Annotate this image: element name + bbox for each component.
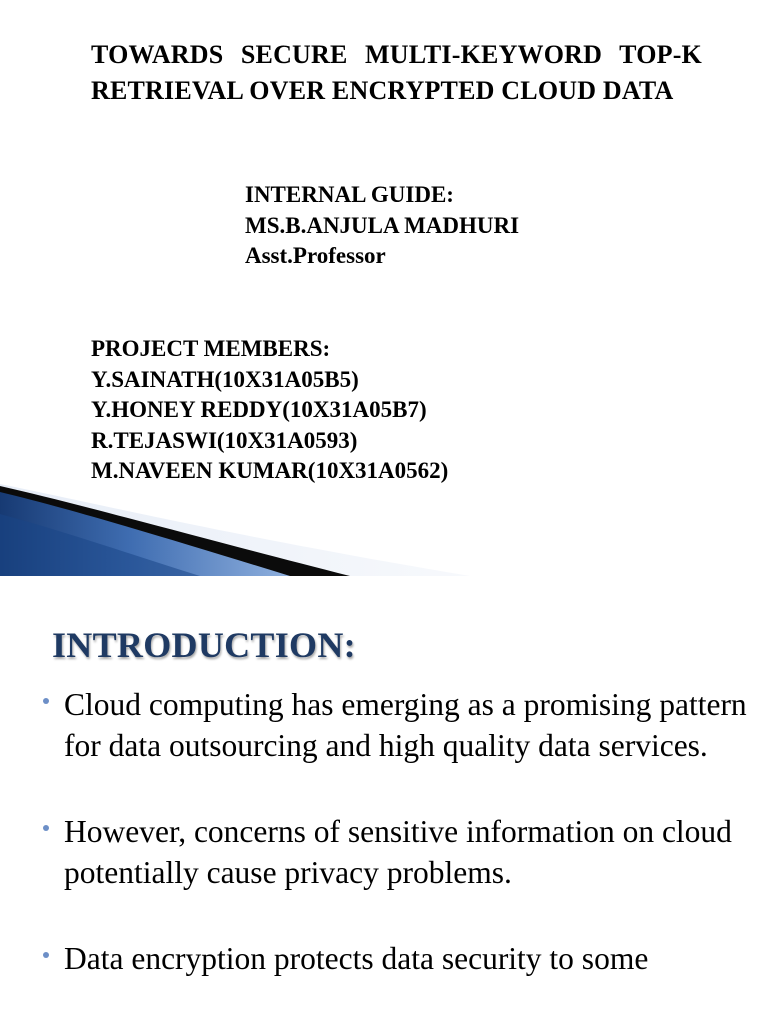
bullet-text: Cloud computing has emerging as a promising pattern for data outsourcing and high quality data services. [64,687,747,763]
bullet-text: Data encryption protects data security to some [64,941,649,976]
project-members-heading: PROJECT MEMBERS: [91,336,331,361]
bullet-item [40,811,755,893]
member-item: Y.SAINATH(10X31A05B5) [91,366,359,392]
member-item: Y.HONEY REDDY(10X31A05B7) [91,397,427,422]
guide-designation: Asst.Professor [245,243,386,268]
member-item: M.NAVEEN KUMAR(10X31A0562) [91,458,449,483]
internal-guide-block [245,180,725,272]
bullet-item [40,684,755,766]
bullet-text: However, concerns of sensitive information on cloud potentially cause privacy problems. [64,814,732,890]
introduction-bullet-list [40,684,755,1024]
member-item: R.TEJASWI(10X31A0593) [91,427,358,453]
internal-guide-heading: INTERNAL GUIDE: [245,182,454,207]
decorative-swoosh [0,480,470,576]
introduction-slide [0,588,768,1024]
bullet-icon [43,825,49,831]
project-members-block [91,334,691,487]
bullet-icon [43,952,49,958]
introduction-heading: INTRODUCTION: [52,625,356,665]
guide-name: MS.B.ANJULA MADHURI [245,212,520,238]
bullet-icon [43,698,49,704]
project-title: TOWARDS SECURE MULTI-KEYWORD TOP-K RETRIEVAL OVER ENCRYPTED CLOUD DATA [91,40,702,105]
bullet-item [40,938,755,979]
slide-separator [0,576,768,588]
